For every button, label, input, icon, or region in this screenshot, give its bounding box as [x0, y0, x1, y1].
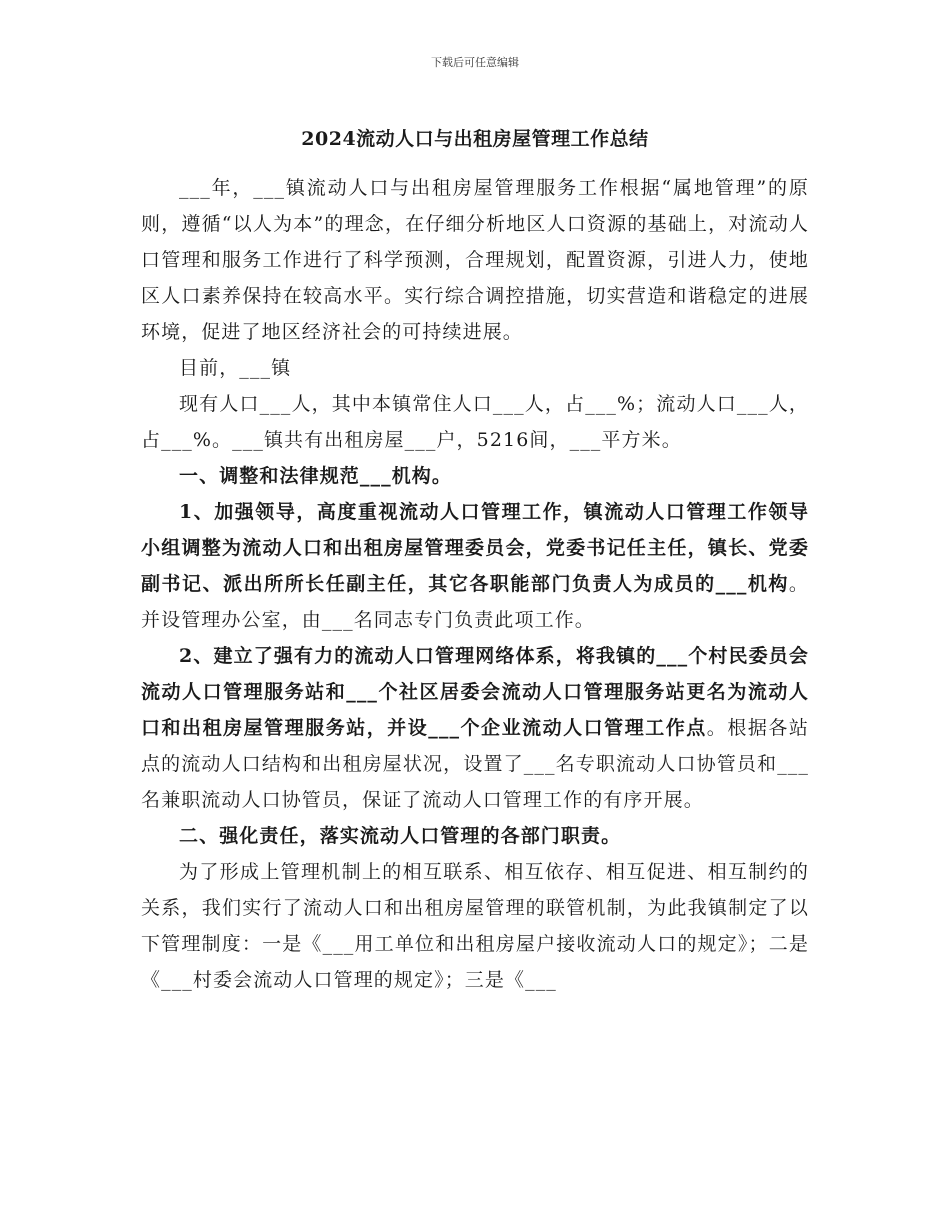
section-heading-2: 二、强化责任，落实流动人口管理的各部门职责。 [179, 825, 622, 847]
paragraph-network-bold: 2、建立了强有力的流动人口管理网络体系，将我镇的___个村民委员会流动人口管理服务站和___个社区居委会流动人口管理服务站更名为流动人口和出租房屋管理服务站，并设___个企业流动人口管理工作点 [141, 645, 809, 739]
paragraph-leadership [141, 494, 809, 638]
document-body [141, 170, 809, 998]
paragraph-leadership-bold: 1、加强领导，高度重视流动人口管理工作，镇流动人口管理工作领导小组调整为流动人口和出租房屋管理委员会，党委书记任主任，镇长、党委副书记、派出所所长任副主任，其它各职能部门负责人为成员的___机构 [141, 501, 809, 595]
paragraph-network [141, 638, 809, 818]
paragraph-current: 目前，___镇 [179, 357, 292, 379]
paragraph-intro: ___年，___镇流动人口与出租房屋管理服务工作根据“属地管理”的原则，遵循“以人为本”的理念，在仔细分析地区人口资源的基础上，对流动人口管理和服务工作进行了科学预测，合理规划，配置资源，引进人力，使地区人口素养保持在较高水平。实行综合调控措施，切实营造和谐稳定的进展环境，促进了地区经济社会的可持续进展。 [141, 177, 809, 343]
paragraph-network-rest: 。根据各站点的流动人口结构和出租房屋状况，设置了___名专职流动人口协管员和___名兼职流动人口协管员，保证了流动人口管理工作的有序开展。 [141, 717, 809, 811]
document-title: 2024流动人口与出租房屋管理工作总结 [301, 128, 649, 150]
section-heading-1: 一、调整和法律规范___机构。 [179, 465, 453, 487]
paragraph-mechanism: 为了形成上管理机制上的相互联系、相互依存、相互促进、相互制约的关系，我们实行了流动人口和出租房屋管理的联管机制，为此我镇制定了以下管理制度：一是《___用工单位和出租房屋户接收流动人口的规定》；二是《___村委会流动人口管理的规定》；三是《___ [141, 861, 809, 991]
header-note: 下载后可任意编辑 [431, 56, 519, 69]
paragraph-population: 现有人口___人，其中本镇常住人口___人，占___%；流动人口___人，占___%。___镇共有出租房屋___户，5216间，___平方米。 [141, 393, 809, 451]
paragraph-leadership-rest: 。并设管理办公室，由___名同志专门负责此项工作。 [141, 573, 809, 631]
